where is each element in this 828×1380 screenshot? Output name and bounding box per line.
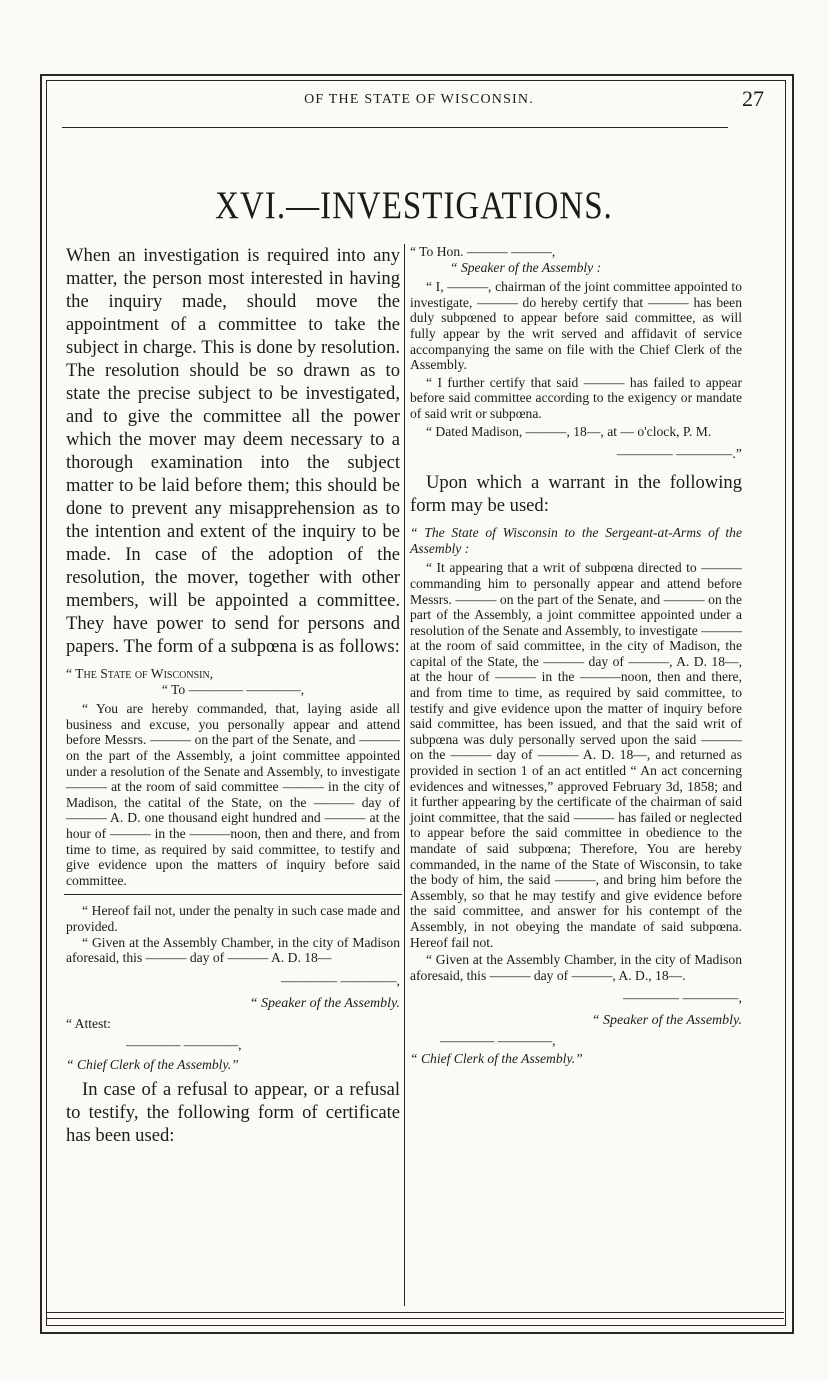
subpoena-heading: “ The State of Wisconsin,	[66, 666, 214, 681]
intro-paragraph: When an investigation is required into any matter, the person most interested in having the inquiry made, should move the appointment of a committee to take the subject in charge. This is done by resolution. The resolution should be so drawn as to state the precise subject to be investigated, and to give the committee all the power which the mover may deem necessary to a thorough examination into the subject matter to be laid before them; this should be done to prevent any misapprehension as to the intention and extent of the inquiry to be made. In case of the adoption of the resolution, the mover, together with other members, will be appointed a committee. They have power to send for persons and papers. The form of a subpœna is as follows:	[66, 245, 400, 657]
warrant-given: “ Given at the Assembly Chamber, in the city of Madison aforesaid, this ——— day of ———, A. D., 18—.	[410, 952, 742, 983]
attest-blank: ———— ————,	[126, 1037, 242, 1053]
certificate-further: “ I further certify that said ——— has failed to appear before said committee according to the exigency or mandate of said writ or subpœna.	[410, 374, 742, 421]
form-divider	[64, 894, 402, 895]
bottom-rule	[46, 1312, 784, 1313]
dated-line: “ Dated Madison, ———, 18—, at — o'clock, P. M.	[426, 423, 712, 439]
subpoena-body: “ You are hereby commanded, that, laying aside all business and excuse, you personally appear and attend before Messrs. ——— on the part of the Senate, and ——— on the part of the Assembly, a joint committee appointed under a resolution of the Senate and Assembly, to investigate ——— at the room of said committee ——— in the city of Madison, the catital of the State, on the ——— day of ——— A. D. one thousand eight hundred and ——— at the hour of ——— in the ———noon, then and there, and from time to time, as required by said committee, to testify and give evidence upon the matters of inquiry before said committee.	[66, 701, 400, 888]
certificate-body: “ I, ———, chairman of the joint committee appointed to investigate, ——— do hereby certify that ——— has been duly subpœned to appear before said committee, as will fully appear by the writ served and affidavit of service accompanying the same on file with the Chief Clerk of the Assembly.	[410, 279, 742, 373]
dated-signature: ———— ————.”	[616, 447, 742, 463]
warrant-intro: Upon which a warrant in the following form may be used:	[410, 472, 742, 517]
right-column	[410, 244, 742, 1067]
given-paragraph: “ Given at the Assembly Chamber, in the city of Madison aforesaid, this ——— day of ——— A. D. 18—	[66, 934, 400, 966]
warrant-speaker-signature: “ Speaker of the Assembly.	[591, 1013, 742, 1029]
attest-label: “ Attest:	[66, 1015, 111, 1031]
warrant-signature-blank: ———— ————,	[623, 991, 742, 1007]
hereof-paragraph: “ Hereof fail not, under the penalty in such case made and provided.	[66, 903, 400, 934]
speaker-address: “ Speaker of the Assembly :	[450, 259, 602, 275]
clerk-signature: “ Chief Clerk of the Assembly.”	[66, 1056, 239, 1072]
section-title: XVI.—INVESTIGATIONS.	[215, 184, 613, 228]
page-number: 27	[742, 86, 764, 111]
warrant-clerk-signature: “ Chief Clerk of the Assembly.”	[410, 1050, 583, 1066]
warrant-clerk-blank: ———— ————,	[440, 1033, 556, 1049]
running-head	[62, 86, 776, 120]
closing-paragraph: In case of a refusal to appear, or a refusal to testify, the following form of certificate has been used:	[66, 1079, 400, 1147]
speaker-signature: “ Speaker of the Assembly.	[249, 995, 400, 1011]
warrant-body: “ It appearing that a writ of subpœna directed to ——— commanding him to personally appear and attend before Messrs. ——— on the part of the Senate, and ——— on the part of the Assembly, a joint committee appointed under a resolution of the Senate and Assembly, to investigate ——— at the room of said committee, in the city of Madison, the capital of the State, the ——— day of ———, A. D. 18—, at the hour of ——— in the ———noon, then and there, and from time to time, as required by said committee, to testify and give evidence upon the matter of inquiry before said committee, has been issued, and that the said writ of subpœna was duly personally served upon the said ——— on the ——— day of ——— A. D. 18—, and returned as provided in section 1 of an act entitled “ An act concerning evidences and witnesses,” approved February 3d, 1858; and it further appearing by the certificate of the chairman of said joint committee, that the said ——— has failed or neglected to appear before the said committee in obedience to the mandate of said subpœna; Therefore, You are hereby commanded, in the name of the State of Wisconsin, to take the body of him, the said ———, and bring him before the Assembly, so that he may testify and give evidence before the said committee, and answer for his contempt of the Assembly, in not obeying the mandate of said subpœna. Hereof fail not.	[410, 560, 742, 950]
signature-blank: ———— ————,	[281, 973, 400, 989]
header-rule	[62, 127, 728, 128]
left-column	[66, 244, 400, 1147]
bottom-rule-secondary	[46, 1318, 784, 1319]
subpoena-to: “ To ———— ————,	[161, 681, 305, 697]
column-divider	[404, 244, 405, 1306]
warrant-heading: “ The State of Wisconsin to the Sergeant-at-Arms of the Assembly :	[410, 525, 742, 556]
running-title: OF THE STATE OF WISCONSIN.	[304, 92, 534, 107]
to-hon-line: “ To Hon. ——— ———,	[410, 244, 556, 259]
